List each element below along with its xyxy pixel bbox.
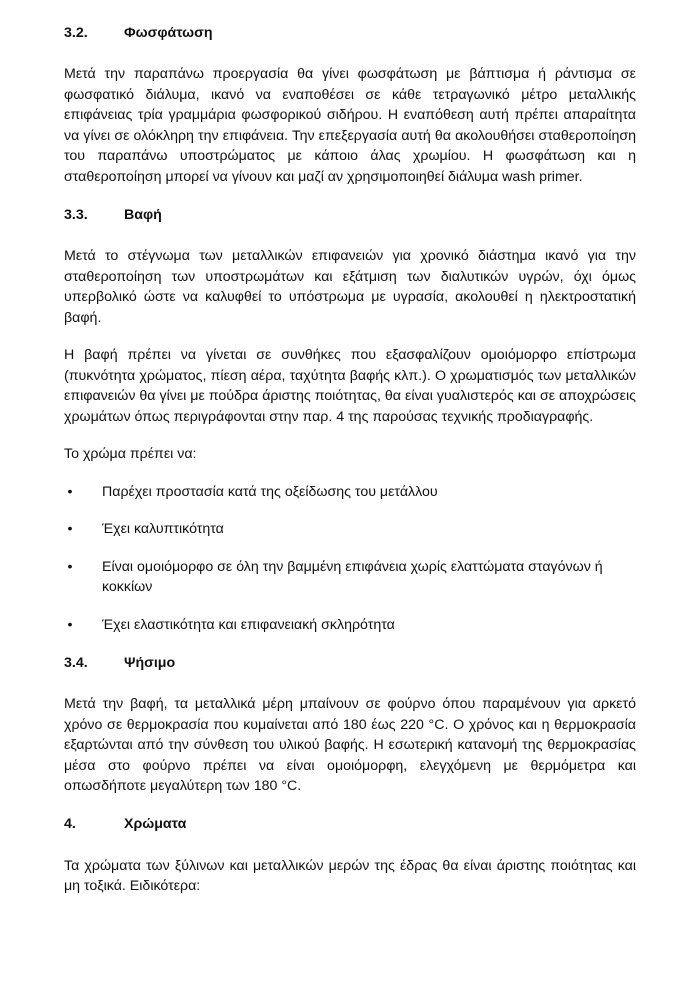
list-item [64,557,636,598]
bullet-icon: • [67,616,73,633]
paint-requirements-list [64,482,636,636]
list-item-text: Έχει ελαστικότητα και επιφανειακή σκληρότητα [102,616,395,633]
section-title: Φωσφάτωση [124,24,213,41]
section-heading-3-4 [64,652,636,674]
section-number: 3.2. [64,24,88,41]
section-heading-3-3 [64,204,636,226]
paragraph-colors: Τα χρώματα των ξύλινων και μεταλλικών μερών της έδρας θα είναι άριστης ποιότητας και μη τοξικά. Ειδικότερα: [64,857,636,894]
paragraph-painting-conditions: Η βαφή πρέπει να γίνεται σε συνθήκες που εξασφαλίζουν ομοιόμορφο επίστρωμα (πυκνότητα χρώματος, πίεση αέρα, ταχύτητα βαφής κλπ.). Ο χρωματισμός των μεταλλικών επιφανειών θα γίνει με πούδρα άριστης ποιότητας, θα είναι γυαλιστερός και σε αποχρώσεις χρωμάτων όπως περιγράφονται στην παρ. 4 της παρούσας τεχνικής προδιαγραφής. [64,347,636,425]
section-title: Βαφή [124,206,162,223]
section-title: Ψήσιμο [124,654,176,671]
paragraph-painting-drying: Μετά το στέγνωμα των μεταλλικών επιφανειών για χρονικό διάστημα ικανό για την σταθεροποίηση των υποστρωμάτων και εξάτμιση των διαλυτικών υγρών, όχι όμως υπερβολικό ώστε να καλυφθεί το υπόστρωμα με υγρασία, ακολουθεί η ηλεκτροστατική βαφή. [64,248,636,326]
paragraph-baking: Μετά την βαφή, τα μεταλλικά μέρη μπαίνουν σε φούρνο όπου παραμένουν για αρκετό χρόνο σε θερμοκρασία που κυμαίνεται από 180 έως 220 °C. Ο χρόνος και η θερμοκρασία εξαρτώνται από την σύνθεση του υλικού βαφής. Η εσωτερική κατανομή της θερμοκρασίας μέσα στο φούρνο πρέπει να είναι ομοιόμορφη, ελεγχόμενη με θερμόμετρα και οπωσδήποτε μεγαλύτερη των 180 °C. [64,696,636,794]
list-item [64,519,636,540]
list-item-text: Είναι ομοιόμορφο σε όλη την βαμμένη επιφάνεια χωρίς ελαττώματα σταγόνων ή κοκκίων [102,558,603,595]
list-item-text: Παρέχει προστασία κατά της οξείδωσης του μετάλλου [102,483,438,500]
section-number: 3.3. [64,206,88,223]
list-item [64,615,636,636]
paragraph-paint-requirements-intro: Το χρώμα πρέπει να: [64,446,197,462]
section-heading-4 [64,814,636,836]
bullet-icon: • [67,558,73,575]
section-heading-3-2 [64,22,636,44]
bullet-icon: • [67,521,73,537]
section-number: 4. [64,816,76,833]
bullet-icon: • [67,483,73,500]
section-number: 3.4. [64,654,88,671]
section-title: Χρώματα [124,816,187,833]
paragraph-phosphating: Μετά την παραπάνω προεργασία θα γίνει φωσφάτωση με βάπτισμα ή ράντισμα σε φωσφατικό διάλυμα, ικανό να εναποθέσει σε κάθε τετραγωνικό μέτρο μεταλλικής επιφάνειας τρία γραμμάρια φωσφορικού σιδήρου. Η εναπόθεση αυτή πρέπει απαραίτητα να γίνει σε ολόκληρη την επιφάνεια. Την επεξεργασία αυτή θα ακολουθήσει σταθεροποίηση του παραπάνω υποστρώματος με κάποιο άλας χρωμίου. Η φωσφάτωση και η σταθεροποίηση μπορεί να γίνουν και μαζί αν χρησιμοποιηθεί διάλυμα wash primer. [64,66,636,185]
list-item-text: Έχει καλυπτικότητα [102,521,224,537]
document-page [64,22,636,897]
list-item [64,482,636,503]
